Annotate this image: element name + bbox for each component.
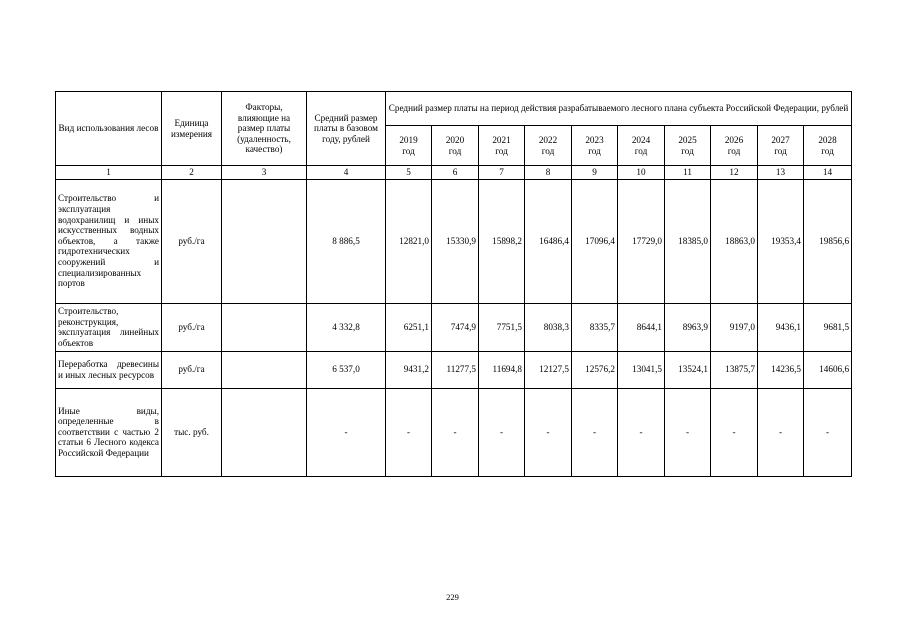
row-year-value: 6251,1 [386,303,432,351]
header-year: 2027 год [758,126,804,166]
column-number: 2 [162,166,222,180]
row-year-value: 18863,0 [711,179,758,303]
row-unit: руб./га [162,303,222,351]
row-year-value: 14606,6 [804,351,852,388]
header-year: 2020 год [432,126,479,166]
header-year: 2025 год [665,126,711,166]
row-year-value: 19856,6 [804,179,852,303]
row-year-value: - [804,388,852,476]
row-year-value: 15330,9 [432,179,479,303]
row-factors [222,388,307,476]
row-year-value: 9681,5 [804,303,852,351]
row-year-value: 13041,5 [618,351,665,388]
column-number: 1 [56,166,162,180]
table-row [56,351,852,388]
row-year-value: 13524,1 [665,351,711,388]
row-year-value: 19353,4 [758,179,804,303]
row-base-value: 8 886,5 [307,179,386,303]
row-year-value: 14236,5 [758,351,804,388]
header-use-type: Вид использования лесов [56,92,162,166]
page-number: 229 [446,592,459,602]
row-year-value: - [432,388,479,476]
header-period-average: Средний размер платы на период действия разрабатываемого лесного плана субъекта Российской Федерации, рублей [386,92,852,126]
row-year-value: 12821,0 [386,179,432,303]
column-number: 8 [525,166,572,180]
header-year: 2024 год [618,126,665,166]
row-unit: руб./га [162,351,222,388]
header-year: 2023 год [572,126,618,166]
row-year-value: - [665,388,711,476]
row-year-value: 9431,2 [386,351,432,388]
row-year-value: 15898,2 [479,179,525,303]
header-base-average: Средний размер платы в базовом году, рублей [307,92,386,166]
row-unit: руб./га [162,179,222,303]
header-year: 2021 год [479,126,525,166]
table-row [56,388,852,476]
row-use-type: Иные виды, определенные в соответствии с частью 2 статьи 6 Лесного кодекса Российской Федерации [56,388,162,476]
header-year: 2019 год [386,126,432,166]
row-use-type: Строительство, реконструкция, эксплуатация линейных объектов [56,303,162,351]
column-number: 5 [386,166,432,180]
row-base-value: 4 332,8 [307,303,386,351]
row-year-value: 11277,5 [432,351,479,388]
row-unit: тыс. руб. [162,388,222,476]
row-year-value: - [386,388,432,476]
row-year-value: 11694,8 [479,351,525,388]
column-number: 14 [804,166,852,180]
row-base-value: 6 537,0 [307,351,386,388]
row-year-value: 12576,2 [572,351,618,388]
row-year-value: 8644,1 [618,303,665,351]
row-year-value: - [711,388,758,476]
column-number-row [56,166,852,180]
column-number: 10 [618,166,665,180]
row-year-value: - [525,388,572,476]
column-number: 12 [711,166,758,180]
row-year-value: 9197,0 [711,303,758,351]
row-year-value: - [758,388,804,476]
row-factors [222,179,307,303]
row-year-value: 18385,0 [665,179,711,303]
table-row [56,179,852,303]
column-number: 9 [572,166,618,180]
row-factors [222,303,307,351]
header-unit: Единица измерения [162,92,222,166]
row-year-value: 17096,4 [572,179,618,303]
header-factors: Факторы, влияющие на размер платы (удаленность, качество) [222,92,307,166]
row-year-value: - [572,388,618,476]
row-use-type: Переработка древесины и иных лесных ресурсов [56,351,162,388]
header-year: 2026 год [711,126,758,166]
column-number: 3 [222,166,307,180]
column-number: 13 [758,166,804,180]
table-row [56,303,852,351]
row-use-type: Строительство и эксплуатация водохранилищ и иных искусственных водных объектов, а также гидротехнических сооружений и специализированных портов [56,179,162,303]
row-year-value: 16486,4 [525,179,572,303]
header-year: 2028 год [804,126,852,166]
header-year: 2022 год [525,126,572,166]
row-year-value: 12127,5 [525,351,572,388]
row-year-value: 13875,7 [711,351,758,388]
row-year-value: - [479,388,525,476]
column-number: 6 [432,166,479,180]
row-year-value: 8335,7 [572,303,618,351]
row-factors [222,351,307,388]
payment-table [55,91,852,477]
row-year-value: 8963,9 [665,303,711,351]
column-number: 4 [307,166,386,180]
row-base-value: - [307,388,386,476]
row-year-value: 9436,1 [758,303,804,351]
column-number: 11 [665,166,711,180]
column-number: 7 [479,166,525,180]
row-year-value: - [618,388,665,476]
row-year-value: 8038,3 [525,303,572,351]
row-year-value: 7751,5 [479,303,525,351]
row-year-value: 7474,9 [432,303,479,351]
row-year-value: 17729,0 [618,179,665,303]
